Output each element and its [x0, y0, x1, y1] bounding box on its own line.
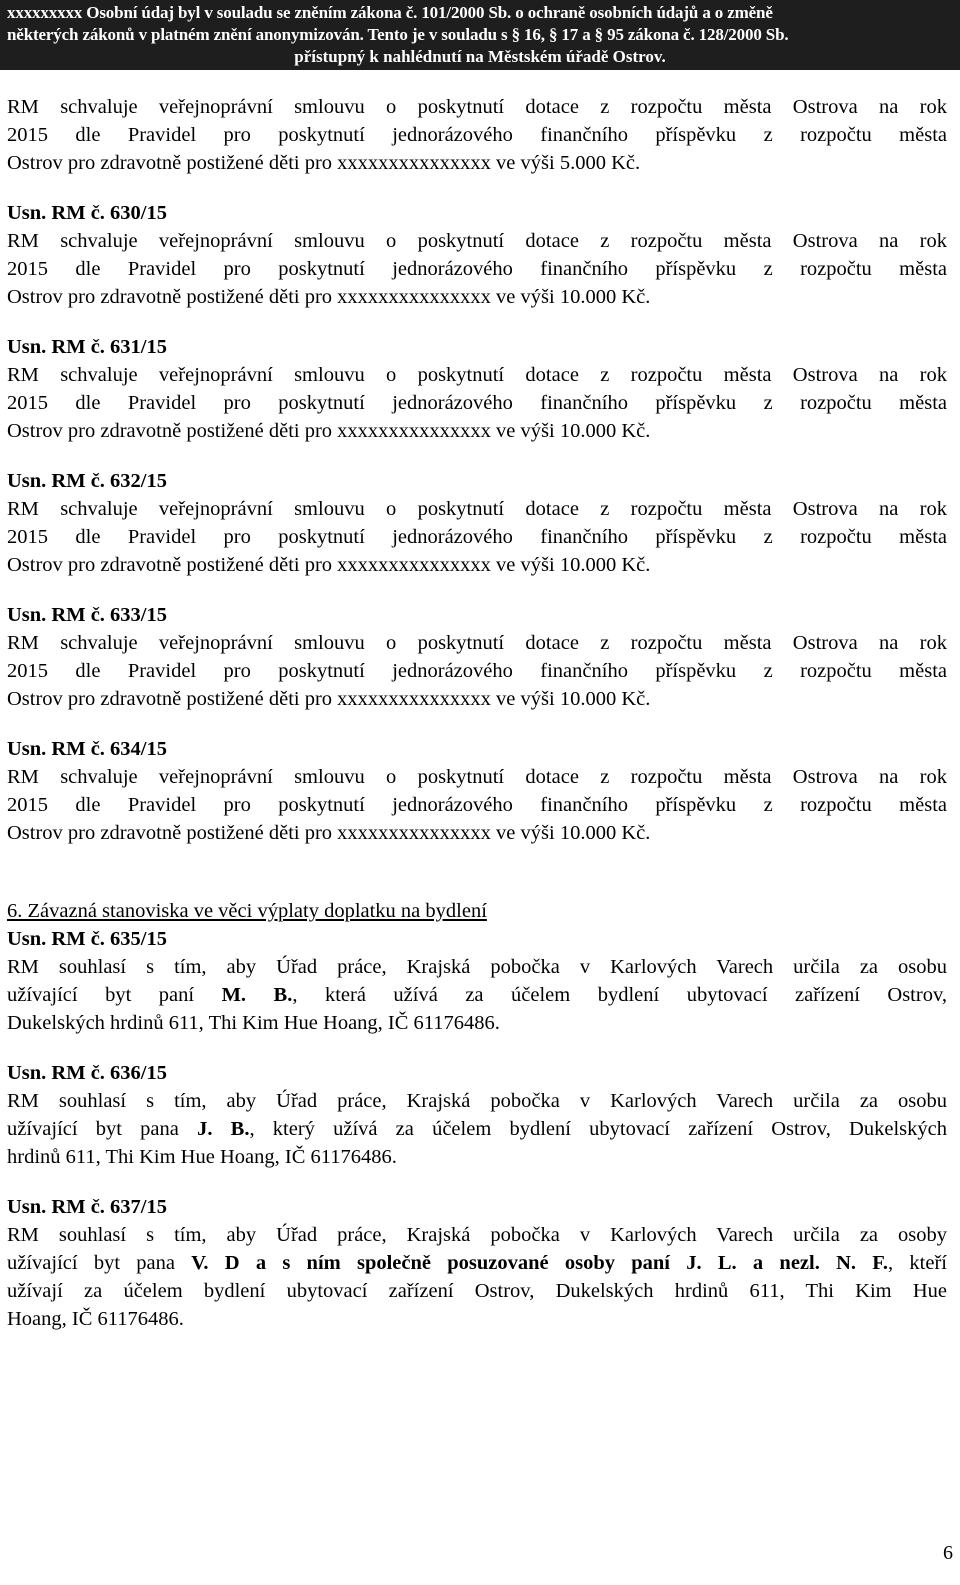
resolution-line: Ostrov pro zdravotně postižené děti pro xxxxxxxxxxxxxxx ve výši 5.000 Kč.: [7, 152, 641, 174]
resolution-number: Usn. RM č. 632/15: [7, 470, 168, 492]
resolution-line: 2015 dle Pravidel pro poskytnutí jednorázového finančního příspěvku z rozpočtu města: [7, 660, 947, 682]
resolution-text: , kteří: [888, 1252, 947, 1274]
resolution-634: [7, 735, 947, 847]
resolution-line: 2015 dle Pravidel pro poskytnutí jednorázového finančního příspěvku z rozpočtu města: [7, 526, 947, 548]
resolution-line: Ostrov pro zdravotně postižené děti pro xxxxxxxxxxxxxxx ve výši 10.000 Kč.: [7, 420, 651, 442]
resolution-line: RM souhlasí s tím, aby Úřad práce, Krajská pobočka v Karlových Varech určila za osobu: [7, 956, 947, 978]
resolution-635: [7, 925, 947, 1037]
resolution-line: RM schvaluje veřejnoprávní smlouvu o poskytnutí dotace z rozpočtu města Ostrova na rok: [7, 230, 947, 252]
resolution-632: [7, 467, 947, 579]
resolution-number: Usn. RM č. 634/15: [7, 738, 168, 760]
resolution-text: , který užívá za účelem bydlení ubytovací zařízení Ostrov, Dukelských: [249, 1118, 947, 1140]
resolution-line: RM schvaluje veřejnoprávní smlouvu o poskytnutí dotace z rozpočtu města Ostrova na rok: [7, 632, 947, 654]
document-body: [7, 93, 947, 1355]
resolution-line: [7, 1115, 947, 1143]
resolution-number: Usn. RM č. 633/15: [7, 604, 168, 626]
resolution-633: [7, 601, 947, 713]
resolution-line: Dukelských hrdinů 611, Thi Kim Hue Hoang, IČ 61176486.: [7, 1012, 500, 1034]
resolution-text: užívající byt paní: [7, 984, 222, 1006]
section-6-heading: 6. Závazná stanoviska ve věci výplaty doplatku na bydlení: [7, 900, 487, 922]
resolution-line: [7, 981, 947, 1009]
resolution-line: hrdinů 611, Thi Kim Hue Hoang, IČ 61176486.: [7, 1146, 397, 1168]
resolution-line: Hoang, IČ 61176486.: [7, 1308, 184, 1330]
resolution-number: Usn. RM č. 630/15: [7, 202, 168, 224]
resolution-line: Ostrov pro zdravotně postižené děti pro xxxxxxxxxxxxxxx ve výši 10.000 Kč.: [7, 286, 651, 308]
page-number: 6: [943, 1542, 953, 1564]
notice-line-3: přístupný k nahlédnutí na Městském úřadě Ostrov.: [294, 47, 666, 66]
resolution-line: 2015 dle Pravidel pro poskytnutí jednorázového finančního příspěvku z rozpočtu města: [7, 258, 947, 280]
resolution-line: 2015 dle Pravidel pro poskytnutí jednorázového finančního příspěvku z rozpočtu města: [7, 794, 947, 816]
resolution-line: RM souhlasí s tím, aby Úřad práce, Krajská pobočka v Karlových Varech určila za osoby: [7, 1224, 947, 1246]
resolution-text: užívající byt pana: [7, 1118, 198, 1140]
resolution-text: , která užívá za účelem bydlení ubytovací zařízení Ostrov,: [292, 984, 947, 1006]
resolution-number: Usn. RM č. 637/15: [7, 1196, 168, 1218]
resolution-line: RM schvaluje veřejnoprávní smlouvu o poskytnutí dotace z rozpočtu města Ostrova na rok: [7, 498, 947, 520]
resolution-637: [7, 1193, 947, 1333]
resolution-number: Usn. RM č. 636/15: [7, 1062, 168, 1084]
resolution-631: [7, 333, 947, 445]
resolution-line: 2015 dle Pravidel pro poskytnutí jednorázového finančního příspěvku z rozpočtu města: [7, 124, 947, 146]
person-initials: M. B.: [221, 984, 293, 1006]
resolution-636: [7, 1059, 947, 1171]
resolution-line: RM schvaluje veřejnoprávní smlouvu o poskytnutí dotace z rozpočtu města Ostrova na rok: [7, 96, 947, 118]
notice-line-2: některých zákonů v platném znění anonymizován. Tento je v souladu s § 16, § 17 a § 95 zákona č. 128/2000 Sb.: [7, 25, 789, 44]
resolution-line: Ostrov pro zdravotně postižené děti pro xxxxxxxxxxxxxxx ve výši 10.000 Kč.: [7, 688, 651, 710]
resolution-line: RM schvaluje veřejnoprávní smlouvu o poskytnutí dotace z rozpočtu města Ostrova na rok: [7, 364, 947, 386]
resolution-line: RM souhlasí s tím, aby Úřad práce, Krajská pobočka v Karlových Varech určila za osobu: [7, 1090, 947, 1112]
anonymization-notice: [0, 2, 960, 68]
resolution-number: Usn. RM č. 635/15: [7, 928, 168, 950]
resolution-line: [7, 1249, 947, 1277]
resolution-number: Usn. RM č. 631/15: [7, 336, 168, 358]
person-initials: J. B.: [197, 1118, 250, 1140]
resolution-text: užívající byt pana: [7, 1252, 192, 1274]
resolution-630: [7, 199, 947, 311]
resolution-629-text: [7, 93, 947, 177]
person-initials: V. D a s ním společně posuzované osoby paní J. L. a nezl. N. F.: [191, 1252, 889, 1274]
resolution-line: Ostrov pro zdravotně postižené děti pro xxxxxxxxxxxxxxx ve výši 10.000 Kč.: [7, 554, 651, 576]
resolution-line: 2015 dle Pravidel pro poskytnutí jednorázového finančního příspěvku z rozpočtu města: [7, 392, 947, 414]
resolution-line: RM schvaluje veřejnoprávní smlouvu o poskytnutí dotace z rozpočtu města Ostrova na rok: [7, 766, 947, 788]
resolution-line: užívají za účelem bydlení ubytovací zařízení Ostrov, Dukelských hrdinů 611, Thi Kim Hue: [7, 1280, 947, 1302]
notice-line-1: xxxxxxxxx Osobní údaj byl v souladu se zněním zákona č. 101/2000 Sb. o ochraně osobních údajů a o změně: [7, 3, 773, 22]
resolution-line: Ostrov pro zdravotně postižené děti pro xxxxxxxxxxxxxxx ve výši 10.000 Kč.: [7, 822, 651, 844]
